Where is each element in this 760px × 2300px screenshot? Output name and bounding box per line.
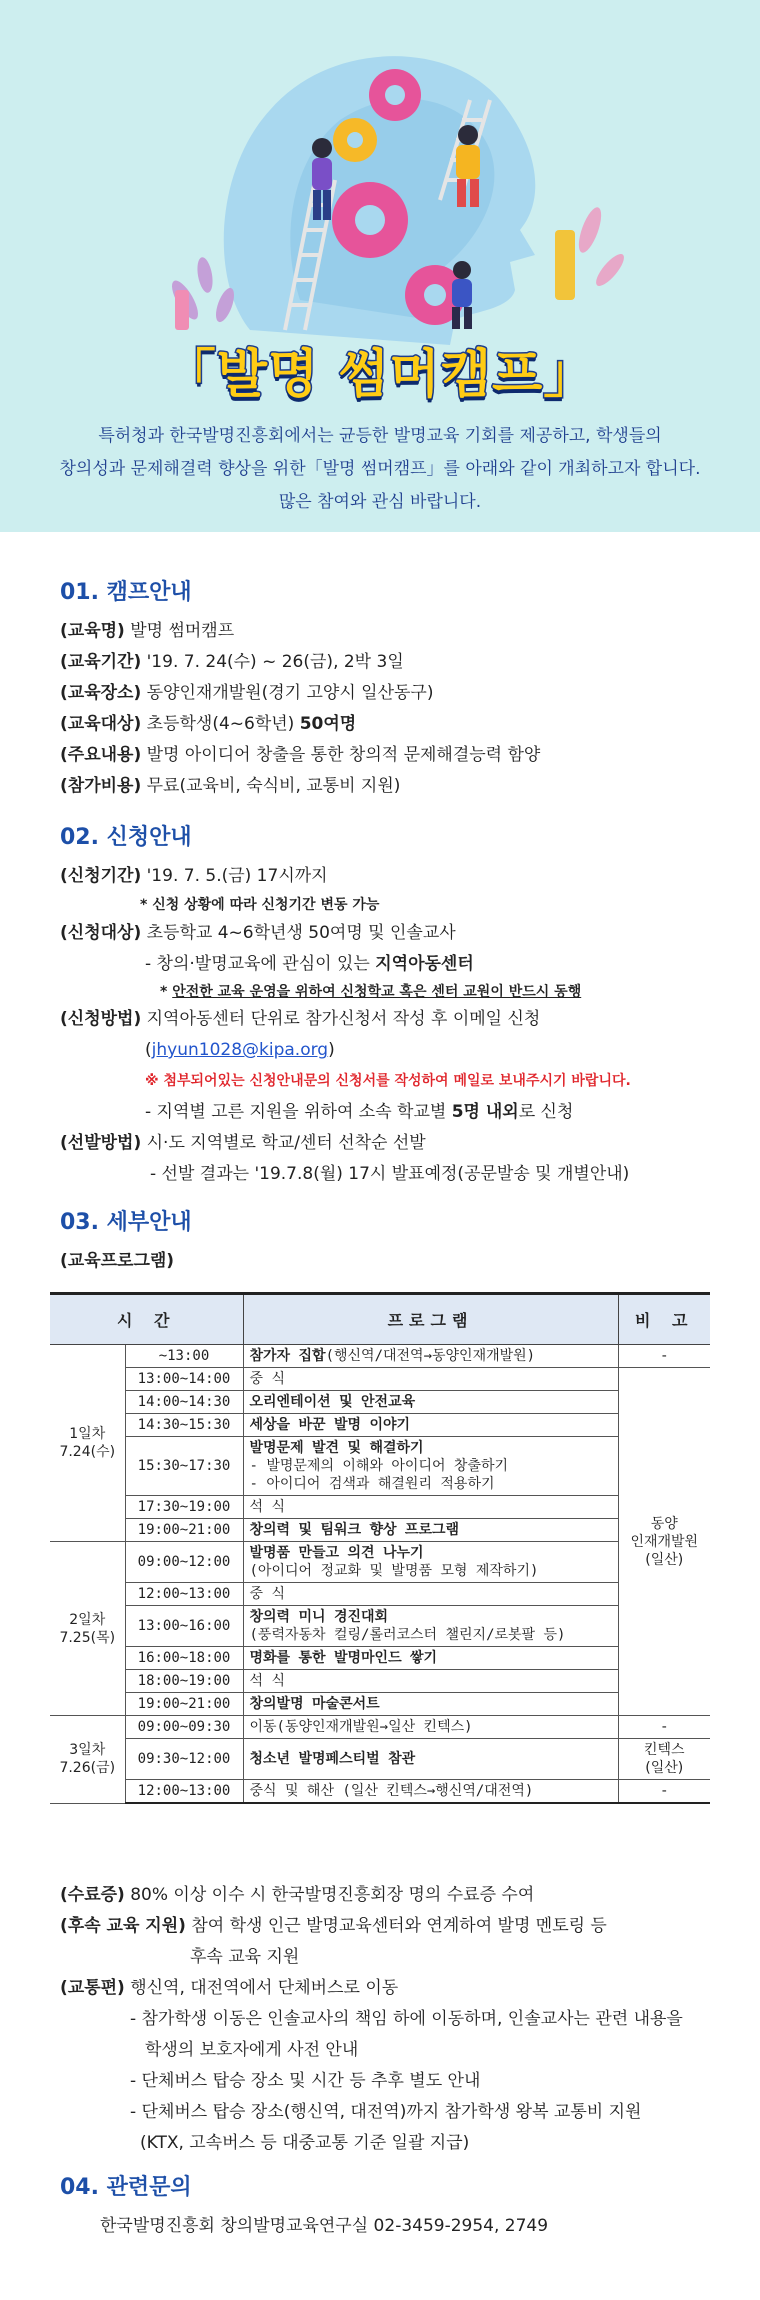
info-item: (교통편) 행신역, 대전역에서 단체버스로 이동 xyxy=(60,1978,399,1998)
gear-icon xyxy=(333,118,377,162)
info-item: (신청방법) 지역아동센터 단위로 참가신청서 작성 후 이메일 신청 xyxy=(60,1009,541,1029)
day-label: 3일차 7.26(금) xyxy=(50,1716,125,1804)
info-item: (교육대상) 초등학생(4~6학년) 50여명 xyxy=(60,714,357,734)
section-heading: 04. 관련문의 xyxy=(60,2175,192,2200)
target-sub: - 창의·발명교육에 관심이 있는 지역아동센터 xyxy=(145,954,474,974)
info-item: (수료증) 80% 이상 이수 시 한국발명진흥회장 명의 수료증 수여 xyxy=(60,1885,535,1905)
day-label: 2일차 7.25(목) xyxy=(50,1542,125,1716)
table-row: 19:00~21:00 창의발명 마술콘서트 xyxy=(50,1693,710,1716)
email-line: (jhyun1028@kipa.org) xyxy=(145,1040,335,1060)
table-row: 16:00~18:00 명화를 통한 발명마인드 쌓기 xyxy=(50,1647,710,1670)
table-row: 12:00~13:00 중식 및 해산 (일산 킨텍스→행신역/대전역) - xyxy=(50,1780,710,1804)
table-header-row xyxy=(50,1294,710,1345)
table-row: 14:00~14:30 오리엔테이션 및 안전교육 xyxy=(50,1391,710,1414)
section-heading: 02. 신청안내 xyxy=(60,825,192,850)
header-note: 비 고 xyxy=(618,1294,710,1345)
program-subheading: (교육프로그램) xyxy=(60,1251,175,1271)
contact-info: 한국발명진흥회 창의발명교육연구실 02-3459-2954, 2749 xyxy=(100,2216,549,2236)
info-item: (신청기간) '19. 7. 5.(금) 17시까지 xyxy=(60,866,328,886)
page-title: 「발명 썸머캠프」 xyxy=(163,345,597,405)
table-row: 13:00~14:00 중 식 동양 인재개발원 (일산) xyxy=(50,1368,710,1391)
schedule-table xyxy=(50,1292,710,1804)
section-contact xyxy=(60,2170,720,2242)
pencil-decoration xyxy=(555,230,575,300)
person-figure-bottom xyxy=(452,261,472,329)
header-time: 시 간 xyxy=(50,1294,243,1345)
table-row: 15:30~17:30 발명문제 발견 및 해결하기 - 발명문제의 이해와 아이디어 창출하기 - 아이디어 검색과 해결원리 적용하기 xyxy=(50,1437,710,1496)
info-item: (교육기간) '19. 7. 24(수) ~ 26(금), 2박 3일 xyxy=(60,652,404,672)
kintex-note: 킨텍스 (일산) xyxy=(618,1739,710,1780)
table-row: 09:30~12:00 청소년 발명페스티벌 참관 킨텍스 (일산) xyxy=(50,1739,710,1780)
gear-icon xyxy=(332,182,408,258)
select-sub: - 선발 결과는 '19.7.8(월) 17시 발표예정(공문발송 및 개별안내) xyxy=(150,1164,630,1184)
table-row: 18:00~19:00 석 식 xyxy=(50,1670,710,1693)
table-row: 1일차 7.24(수) ~13:00 참가자 집합(행신역/대전역→동양인재개발원) - xyxy=(50,1345,710,1368)
period-note: * 신청 상황에 따라 신청기간 변동 가능 xyxy=(140,897,380,913)
section-details xyxy=(60,1205,720,1277)
table-row: 19:00~21:00 창의력 및 팀워크 향상 프로그램 xyxy=(50,1519,710,1542)
info-item: (교육장소) 동양인재개발원(경기 고양시 일산동구) xyxy=(60,683,434,703)
section-application xyxy=(60,820,720,1190)
table-row: 2일차 7.25(목) 09:00~12:00 발명품 만들고 의견 나누기 (아이디어 정교화 및 발명품 모형 제작하기) xyxy=(50,1542,710,1583)
info-item: (후속 교육 지원) 참여 학생 인근 발명교육센터와 연계하여 발명 멘토링 등 xyxy=(60,1916,607,1936)
hero-banner xyxy=(0,0,760,532)
day-label: 1일차 7.24(수) xyxy=(50,1345,125,1542)
header-program: 프로그램 xyxy=(243,1294,618,1345)
section-heading: 03. 세부안내 xyxy=(60,1210,192,1235)
gear-icon xyxy=(369,69,421,121)
target-note: * 안전한 교육 운영을 위하여 신청학교 혹은 센터 교원이 반드시 동행 xyxy=(160,984,582,1000)
info-item: (참가비용) 무료(교육비, 숙식비, 교통비 지원) xyxy=(60,776,401,796)
intro-text: 특허청과 한국발명진흥회에서는 균등한 발명교육 기회를 제공하고, 학생들의 창의성과 문제해결력 향상을 위한「발명 썸머캠프」를 아래와 같이 개최하고자 합니다. 많은 참여와 관심 바랍니다. xyxy=(59,426,701,512)
venue-note: 동양 인재개발원 (일산) xyxy=(618,1368,710,1716)
info-item: (교육명) 발명 썸머캠프 xyxy=(60,621,235,641)
section-details-notes: (수료증) 80% 이상 이수 시 한국발명진흥회장 명의 수료증 수여 (후속 교육 지원) 참여 학생 인근 발명교육센터와 연계하여 발명 멘토링 등 후속 교육 지원 (교통편) 행신역, 대전역에서 단체버스로 이동 - 참가학생 이동은 인솔교사의 책임 하에 이동하며, 인솔교사는 관련 내용을 학생의 보호자에게 사전 안내 - 단체버스 탑승 장소 및 시간 등 추후 별도 안내 - 단체버스 탑승 장소(행신역, 대전역)까지 참가학생 왕복 교통비 지원 (KTX, 고속버스 등 대중교통 기준 일괄 지급) xyxy=(60,1880,720,2159)
info-item: (선발방법) 시·도 지역별로 학교/센터 선착순 선발 xyxy=(60,1133,426,1153)
table-row: 3일차 7.26(금) 09:00~09:30 이동(동양인재개발원→일산 킨텍스) - xyxy=(50,1716,710,1739)
method-warning: ※ 첨부되어있는 신청안내문의 신청서를 작성하여 메일로 보내주시기 바랍니다. xyxy=(145,1073,631,1089)
table-row: 14:30~15:30 세상을 바꾼 발명 이야기 xyxy=(50,1414,710,1437)
table-row: 17:30~19:00 석 식 xyxy=(50,1496,710,1519)
info-item: (신청대상) 초등학교 4~6학년생 50여명 및 인솔교사 xyxy=(60,923,456,943)
table-row: 12:00~13:00 중 식 xyxy=(50,1583,710,1606)
table-row: 13:00~16:00 창의력 미니 경진대회 (풍력자동차 컬링/롤러코스터 챌린지/로봇팔 등) xyxy=(50,1606,710,1647)
section-camp-info xyxy=(60,575,720,802)
info-item: (주요내용) 발명 아이디어 창출을 통한 창의적 문제해결능력 함양 xyxy=(60,745,541,765)
method-sub: - 지역별 고른 지원을 위하여 소속 학교별 5명 내외로 신청 xyxy=(145,1102,574,1122)
leaf-decoration-right xyxy=(574,205,628,290)
section-heading: 01. 캠프안내 xyxy=(60,580,192,605)
email-link[interactable]: jhyun1028@kipa.org xyxy=(151,1040,329,1060)
